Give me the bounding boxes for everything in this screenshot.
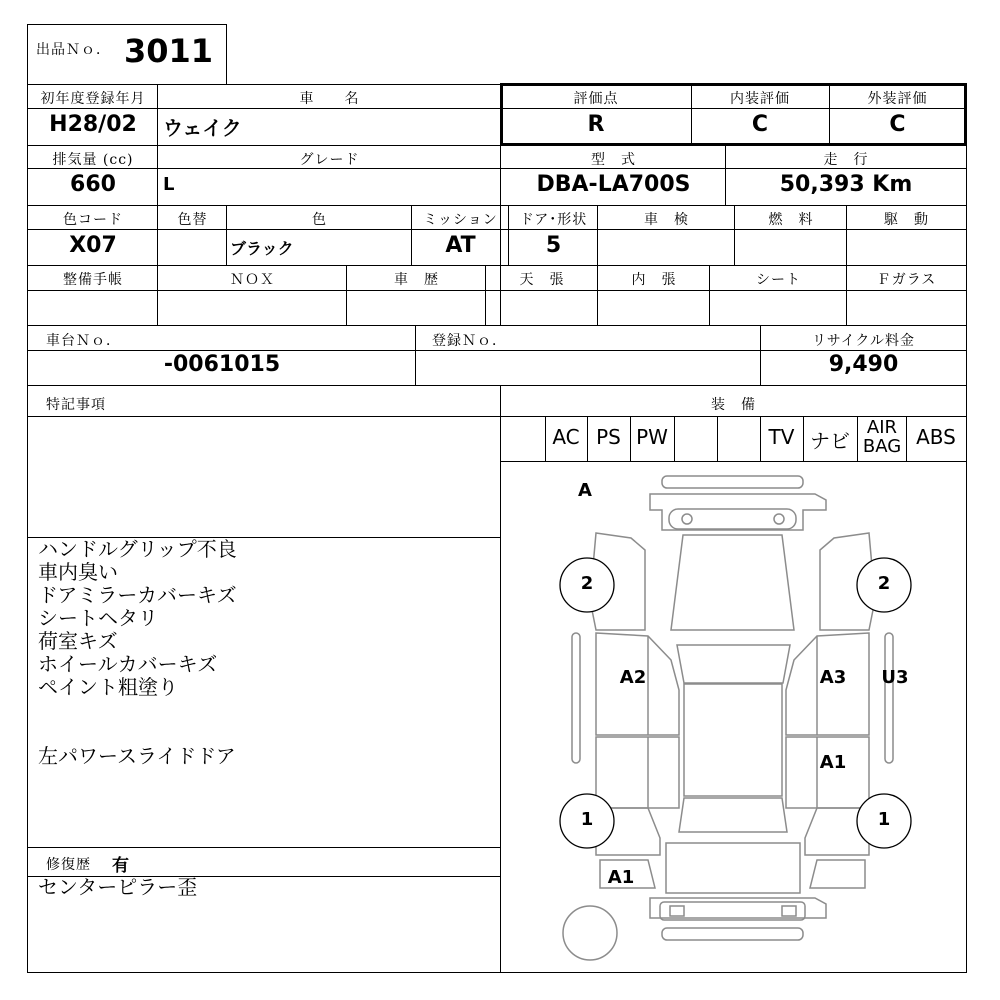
- mark-front: A: [578, 480, 592, 501]
- note-line: ホイールカバーキズ: [38, 652, 218, 676]
- reg-no-label: 登録Ｎｏ．: [432, 333, 507, 349]
- mark-rear-right-tire: 1: [877, 809, 891, 830]
- fuel-label: 燃 料: [768, 212, 814, 228]
- equipment-item-abs: ABS: [916, 425, 956, 449]
- equipment-item-pw: PW: [636, 425, 668, 449]
- repair-line: センターピラー歪: [38, 875, 198, 899]
- note-line: シートヘタリ: [38, 606, 158, 630]
- chassis-label: 車台Ｎｏ．: [46, 333, 121, 349]
- car-name-value: ウェイク: [163, 116, 242, 140]
- grade-value: L: [163, 174, 175, 195]
- repair-label: 修復歴: [46, 857, 91, 873]
- color-change-label: 色替: [177, 212, 208, 228]
- lot-number: 3011: [124, 32, 214, 70]
- notes-label: 特記事項: [46, 397, 106, 413]
- notes-list: [38, 538, 498, 768]
- grade-label: グレード: [299, 152, 360, 168]
- ceiling-label: 天 張: [519, 272, 565, 288]
- displacement-value: 660: [70, 172, 116, 197]
- tire-circles: [560, 558, 911, 848]
- reg-date-value: H28/02: [49, 112, 137, 137]
- equipment-item-tv: TV: [768, 425, 795, 449]
- mark-front-left-tire: 2: [580, 573, 594, 594]
- note-line: [38, 699, 498, 745]
- history-label: 車 歴: [394, 272, 439, 288]
- color-value: ブラック: [230, 239, 294, 258]
- equipment-label: 装 備: [711, 397, 756, 413]
- model-value: DBA-LA700S: [536, 172, 691, 197]
- note-line: 荷室キズ: [38, 629, 118, 653]
- inspection-label: 車 検: [644, 212, 689, 228]
- note-line: ドアミラーカバーキズ: [38, 583, 237, 607]
- chassis-value: -0061015: [163, 352, 281, 377]
- doors-value: 5: [545, 233, 562, 258]
- glass-label: Ｆガラス: [876, 272, 937, 288]
- mileage-value: 50,393 Km: [779, 172, 913, 197]
- exterior-value: C: [889, 112, 906, 137]
- note-line: 左パワースライドドア: [38, 744, 236, 768]
- nox-label: ＮＯＸ: [230, 272, 275, 288]
- mark-right-side: A3: [819, 667, 847, 688]
- mission-value: AT: [445, 233, 476, 258]
- repair-value: 有: [112, 856, 129, 876]
- note-line: 車内臭い: [38, 560, 118, 584]
- mark-rear-left-tire: 1: [580, 809, 594, 830]
- mark-right-rear-door: A1: [819, 752, 847, 773]
- equipment-item-navi: ナビ: [810, 429, 850, 453]
- recycle-label: リサイクル料金: [811, 333, 916, 349]
- mileage-label: 走 行: [823, 152, 869, 168]
- note-line: ハンドルグリップ不良: [38, 537, 237, 561]
- color-label: 色: [312, 212, 327, 228]
- doors-label: ドア･形状: [519, 212, 588, 228]
- exterior-label: 外装評価: [867, 91, 928, 107]
- car-name-label: 車 名: [299, 91, 360, 107]
- displacement-label: 排気量 (cc): [52, 152, 134, 168]
- color-code-value: X07: [69, 233, 117, 258]
- score-value: R: [587, 112, 605, 137]
- equipment-item-airbag: AIR BAG: [862, 417, 902, 457]
- equipment-item-ps: PS: [596, 425, 621, 449]
- mark-left-side: A2: [619, 667, 647, 688]
- lot-label: 出品Ｎｏ．: [36, 42, 111, 58]
- interior-value: C: [751, 112, 769, 137]
- recycle-value: 9,490: [828, 352, 899, 377]
- equipment-item-ac: AC: [552, 425, 580, 449]
- color-code-label: 色コード: [63, 212, 123, 228]
- interior-label: 内装評価: [730, 91, 790, 107]
- seat-label: シート: [756, 272, 801, 288]
- interior-trim-label: 内 張: [631, 272, 677, 288]
- model-label: 型 式: [591, 152, 636, 168]
- mark-rear: A1: [607, 867, 635, 888]
- reg-date-label: 初年度登録年月: [40, 91, 146, 107]
- maintenance-label: 整備手帳: [63, 272, 123, 288]
- score-label: 評価点: [573, 91, 619, 107]
- drive-label: 駆 動: [884, 212, 929, 228]
- mark-right-rocker: U3: [881, 667, 909, 688]
- mark-front-right-tire: 2: [877, 573, 891, 594]
- mission-label: ミッション: [423, 212, 498, 228]
- note-line: ペイント粗塗り: [38, 675, 178, 699]
